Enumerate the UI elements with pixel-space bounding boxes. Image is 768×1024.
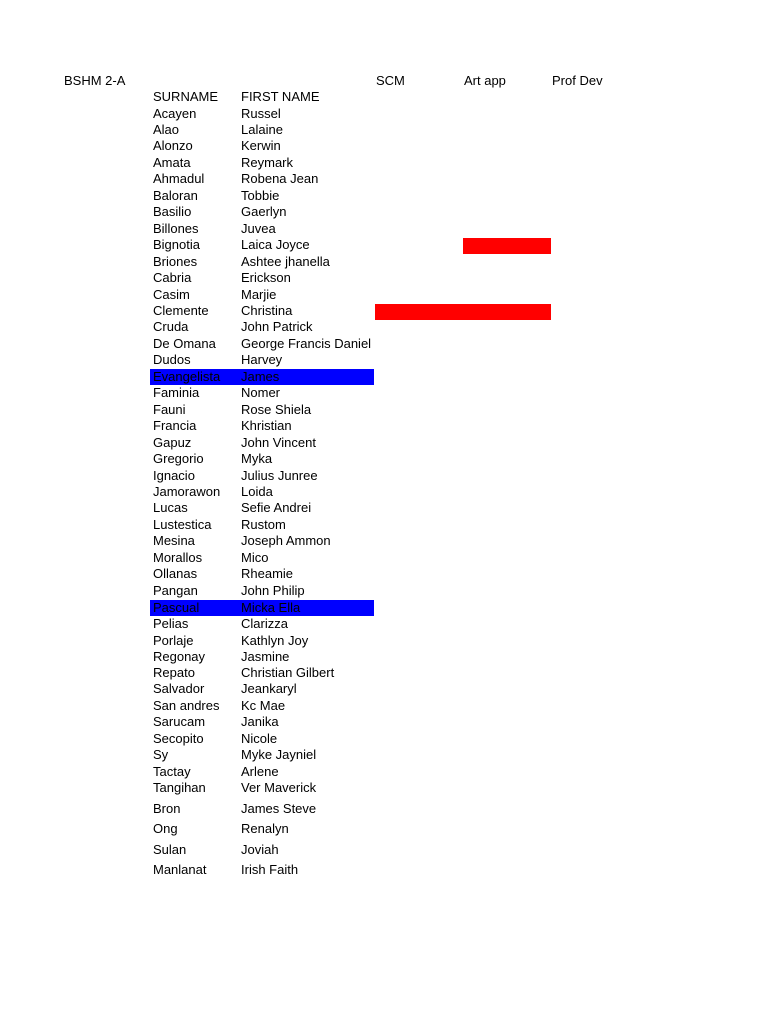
table-row [150,319,374,335]
surname-cell: Baloran [153,188,198,203]
first-name-cell: George Francis Daniel [241,336,372,351]
surname-cell: Ignacio [153,468,195,483]
first-name-cell: John Philip [241,583,305,598]
surname-cell: Cabria [153,270,192,285]
first-name-cell: Mico [241,550,269,565]
first-name-cell: Kathlyn Joy [241,633,309,648]
first-name-cell: Julius Junree [241,468,318,483]
surname-cell: Mesina [153,533,195,548]
table-row [150,616,374,632]
table-row [150,665,374,681]
table-row [150,747,374,763]
first-name-cell: John Patrick [241,319,313,334]
surname-cell: Repato [153,665,195,680]
first-name-cell: Janika [241,714,279,729]
first-name-cell: Jeankaryl [241,681,297,696]
surname-cell: Sulan [153,842,187,857]
surname-cell: Dudos [153,352,191,367]
first-name-cell: Kc Mae [241,698,286,713]
surname-cell: Ollanas [153,566,198,581]
table-row [150,484,374,500]
first-name-cell: Tobbie [241,188,280,203]
table-row [150,780,374,796]
column-header-first-name: FIRST NAME [241,89,320,104]
table-row [150,155,374,171]
table-row [150,500,374,516]
table-row [150,138,374,154]
table-row [150,352,374,368]
surname-cell: Regonay [153,649,206,664]
table-row [150,649,374,665]
surname-cell: Basilio [153,204,192,219]
table-row [150,435,374,451]
surname-cell: Secopito [153,731,204,746]
first-name-cell: Gaerlyn [241,204,287,219]
surname-cell: Gapuz [153,435,192,450]
column-header-surname: SURNAME [153,89,219,104]
column-header-prof-dev: Prof Dev [552,73,603,88]
table-row [150,714,374,730]
first-name-cell: Christina [241,303,293,318]
table-row [150,862,374,878]
red-marked-cells-clemente-scm-art-app [375,304,551,320]
table-row [150,385,374,401]
table-row [150,270,374,286]
table-row [150,821,374,837]
first-name-cell: Clarizza [241,616,288,631]
surname-cell: Salvador [153,681,205,696]
highlighted-table-row [150,369,374,385]
first-name-cell: Rustom [241,517,286,532]
surname-cell: Tangihan [153,780,206,795]
surname-cell: Bignotia [153,237,200,252]
first-name-cell: Myke Jayniel [241,747,317,762]
first-name-cell: Nicole [241,731,278,746]
surname-cell: Evangelista [153,369,221,384]
first-name-cell: Nomer [241,385,281,400]
table-row [150,698,374,714]
table-row [150,171,374,187]
first-name-cell: Robena Jean [241,171,319,186]
first-name-cell: Reymark [241,155,294,170]
table-row [150,550,374,566]
surname-cell: De Omana [153,336,216,351]
surname-cell: Fauni [153,402,186,417]
first-name-cell: Irish Faith [241,862,299,877]
table-row [150,402,374,418]
table-row [150,303,374,319]
table-row [150,681,374,697]
surname-cell: Billones [153,221,199,236]
surname-cell: Manlanat [153,862,207,877]
red-marked-cell-bignotia-art-app [463,238,551,254]
first-name-cell: Arlene [241,764,279,779]
first-name-cell: James Steve [241,801,317,816]
surname-cell: Francia [153,418,197,433]
first-name-cell: Renalyn [241,821,289,836]
table-row [150,842,374,858]
highlighted-table-row [150,600,374,616]
first-name-cell: Myka [241,451,273,466]
table-row [150,533,374,549]
table-row [150,517,374,533]
first-name-cell: Rose Shiela [241,402,312,417]
first-name-cell: Erickson [241,270,291,285]
first-name-cell: Juvea [241,221,276,236]
first-name-cell: Russel [241,106,281,121]
surname-cell: Clemente [153,303,209,318]
first-name-cell: John Vincent [241,435,316,450]
column-header-scm: SCM [376,73,405,88]
surname-cell: San andres [153,698,220,713]
first-name-cell: Christian Gilbert [241,665,335,680]
surname-cell: Lustestica [153,517,212,532]
first-name-cell: Loida [241,484,273,499]
first-name-cell: Lalaine [241,122,283,137]
surname-cell: Lucas [153,500,188,515]
first-name-cell: Laica Joyce [241,237,310,252]
surname-cell: Ahmadul [153,171,205,186]
table-row [150,122,374,138]
surname-cell: Cruda [153,319,189,334]
surname-cell: Amata [153,155,191,170]
table-row [150,237,374,253]
surname-cell: Acayen [153,106,197,121]
first-name-cell: Ver Maverick [241,780,317,795]
table-row [150,336,374,352]
surname-cell: Ong [153,821,178,836]
header-row [150,89,374,105]
surname-cell: Faminia [153,385,200,400]
surname-cell: Pascual [153,600,200,615]
table-row [150,633,374,649]
surname-cell: Jamorawon [153,484,221,499]
first-name-cell: Ashtee jhanella [241,254,330,269]
table-row [150,764,374,780]
first-name-cell: Sefie Andrei [241,500,312,515]
table-row [150,204,374,220]
table-row [150,188,374,204]
first-name-cell: Harvey [241,352,283,367]
surname-cell: Briones [153,254,198,269]
first-name-cell: Joviah [241,842,279,857]
surname-cell: Alao [153,122,180,137]
table-row [150,566,374,582]
table-row [150,287,374,303]
first-name-cell: Kerwin [241,138,281,153]
surname-cell: Alonzo [153,138,193,153]
table-row [150,221,374,237]
surname-cell: Tactay [153,764,191,779]
table-row [150,254,374,270]
first-name-cell: Rheamie [241,566,294,581]
surname-cell: Bron [153,801,181,816]
class-label: BSHM 2-A [64,73,126,88]
surname-cell: Casim [153,287,190,302]
table-row [150,106,374,122]
table-row [150,451,374,467]
first-name-cell: James [241,369,280,384]
table-row [150,731,374,747]
first-name-cell: Khristian [241,418,292,433]
first-name-cell: Jasmine [241,649,290,664]
table-row [150,418,374,434]
surname-cell: Pelias [153,616,189,631]
table-row [150,583,374,599]
surname-cell: Pangan [153,583,198,598]
first-name-cell: Joseph Ammon [241,533,331,548]
surname-cell: Porlaje [153,633,194,648]
surname-cell: Sarucam [153,714,206,729]
table-row [150,468,374,484]
surname-cell: Gregorio [153,451,204,466]
first-name-cell: Marjie [241,287,277,302]
surname-cell: Morallos [153,550,203,565]
table-row [150,801,374,817]
column-header-art-app: Art app [464,73,506,88]
surname-cell: Sy [153,747,169,762]
first-name-cell: Micka Ella [241,600,301,615]
